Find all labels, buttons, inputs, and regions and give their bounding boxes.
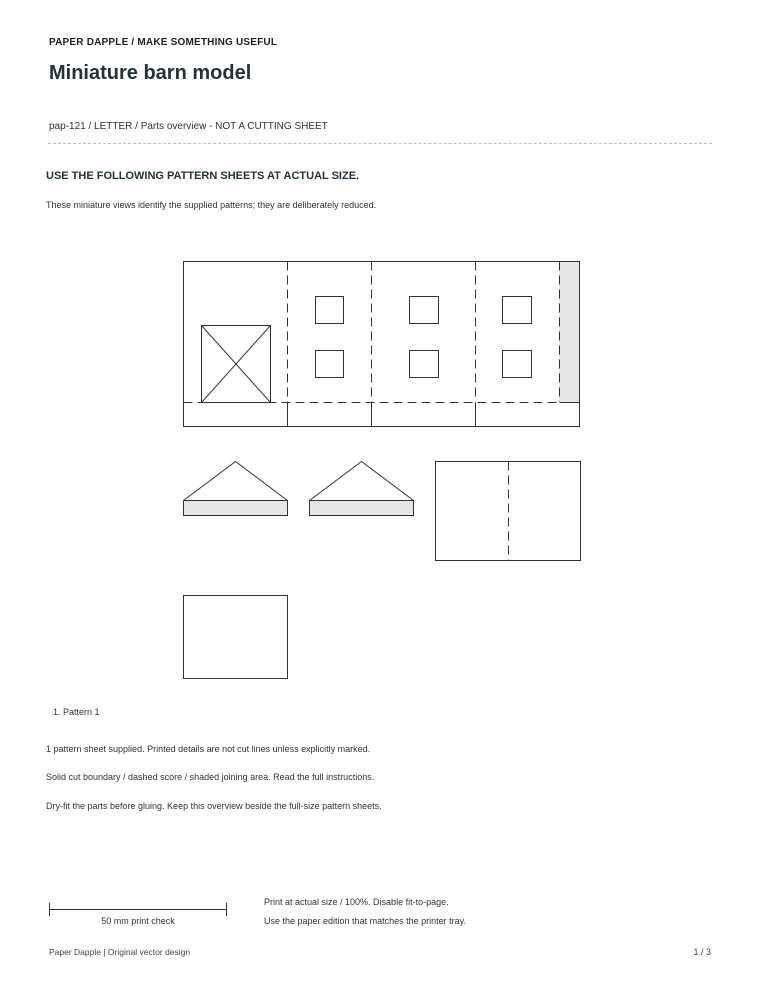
walls-strip-piece <box>184 261 580 427</box>
footer-credit: Paper Dapple | Original vector design <box>49 947 191 957</box>
gable-glue-tab <box>310 501 414 516</box>
window <box>503 351 532 378</box>
print-note: Use the paper edition that matches the printer tray. <box>264 916 466 926</box>
brand-line: PAPER DAPPLE / MAKE SOMETHING USEFUL <box>49 37 278 48</box>
base-piece <box>184 596 288 679</box>
page-number: 1 / 3 <box>693 947 711 957</box>
window <box>503 297 532 324</box>
note-line: Dry-fit the parts before gluing. Keep this overview beside the full-size pattern sheets. <box>46 801 382 811</box>
note-line: Solid cut boundary / dashed score / shaded joining area. Read the full instructions. <box>46 772 375 782</box>
gable-piece <box>310 462 414 516</box>
roof-piece <box>436 462 581 561</box>
figure-caption: 1. Pattern 1 <box>53 707 100 717</box>
barn-door <box>202 326 271 403</box>
document-meta: pap-121 / LETTER / Parts overview - NOT A CUTTING SHEET <box>49 121 328 132</box>
scale-bar <box>50 903 227 916</box>
walls-outline <box>184 262 580 427</box>
window <box>316 351 344 378</box>
gable-glue-tab <box>184 501 288 516</box>
scale-label: 50 mm print check <box>101 916 175 926</box>
print-note: Print at actual size / 100%. Disable fit-to-page. <box>264 897 449 907</box>
walls-glue-tab <box>559 261 579 402</box>
page-title: Miniature barn model <box>49 62 252 84</box>
instructions-subtext: These miniature views identify the supplied patterns; they are deliberately reduced. <box>46 200 377 210</box>
window <box>410 351 439 378</box>
instructions-heading: USE THE FOLLOWING PATTERN SHEETS AT ACTUAL SIZE. <box>46 170 360 182</box>
window <box>316 297 344 324</box>
gable-piece <box>184 462 288 516</box>
window <box>410 297 439 324</box>
note-line: 1 pattern sheet supplied. Printed details are not cut lines unless explicitly marked. <box>46 744 371 754</box>
